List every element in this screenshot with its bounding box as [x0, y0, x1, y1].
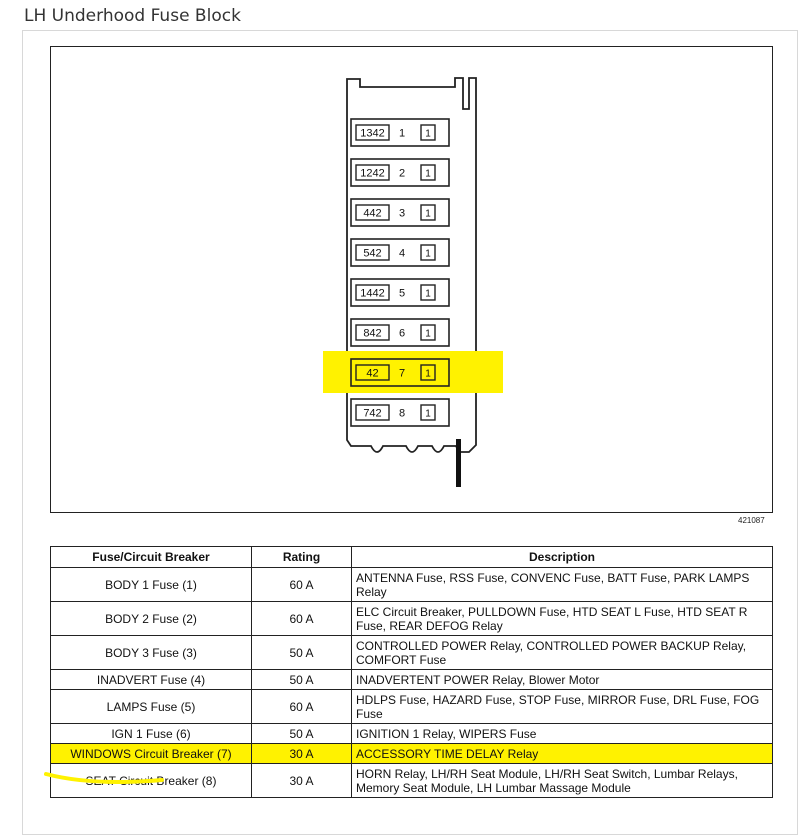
table-row-highlighted	[51, 744, 773, 764]
fuse-slot-2	[351, 159, 449, 186]
highlight-underline-stroke	[42, 770, 182, 790]
figure-id: 421087	[738, 516, 765, 525]
fuse-name-cell: SEAT Circuit Breaker (8)	[51, 764, 252, 798]
description-cell: INADVERTENT POWER Relay, Blower Motor	[352, 670, 773, 690]
rating-cell: 50 A	[252, 724, 352, 744]
fuse-code-label: 742	[363, 407, 382, 420]
fuse-slot-1	[351, 119, 449, 146]
fuse-block-stud	[456, 439, 461, 487]
fuse-tag-label: 1	[425, 408, 431, 420]
fuse-tag-label: 1	[425, 168, 431, 180]
fuse-tag-label: 1	[425, 208, 431, 220]
fuse-name-cell: INADVERT Fuse (4)	[51, 670, 252, 690]
description-cell: IGNITION 1 Relay, WIPERS Fuse	[352, 724, 773, 744]
column-header-rating: Rating	[252, 547, 352, 568]
fuse-slot-3	[351, 199, 449, 226]
fuse-block-diagram	[50, 46, 773, 513]
description-cell: HORN Relay, LH/RH Seat Module, LH/RH Seat Switch, Lumbar Relays, Memory Seat Module, LH Lumbar Massage Module	[352, 764, 773, 798]
fuse-slot-8	[351, 399, 449, 426]
fuse-number-label: 6	[398, 327, 406, 340]
fuse-slot-7	[323, 351, 503, 393]
fuse-tag-label: 1	[425, 128, 431, 140]
column-header-description: Description	[352, 547, 773, 568]
fuse-number-label: 4	[398, 247, 406, 260]
rating-cell: 60 A	[252, 602, 352, 636]
fuse-code-label: 42	[366, 367, 379, 380]
rating-cell: 60 A	[252, 568, 352, 602]
fuse-name-cell: IGN 1 Fuse (6)	[51, 724, 252, 744]
fuse-code-label: 1342	[360, 127, 385, 140]
fuse-code-label: 1242	[360, 167, 385, 180]
rating-cell: 30 A	[252, 744, 352, 764]
description-cell: ELC Circuit Breaker, PULLDOWN Fuse, HTD SEAT L Fuse, HTD SEAT R Fuse, REAR DEFOG Relay	[352, 602, 773, 636]
fuse-slot-5	[351, 279, 449, 306]
fuse-name-cell: BODY 2 Fuse (2)	[51, 602, 252, 636]
rating-cell: 60 A	[252, 690, 352, 724]
fuse-tag-label: 1	[425, 368, 431, 380]
fuse-number-label: 5	[398, 287, 406, 300]
description-cell: ANTENNA Fuse, RSS Fuse, CONVENC Fuse, BATT Fuse, PARK LAMPS Relay	[352, 568, 773, 602]
page-title: LH Underhood Fuse Block	[24, 6, 241, 26]
fuse-slot-6	[351, 319, 449, 346]
description-cell: CONTROLLED POWER Relay, CONTROLLED POWER BACKUP Relay, COMFORT Fuse	[352, 636, 773, 670]
fuse-block-drawing	[51, 47, 772, 512]
fuse-name-cell: BODY 3 Fuse (3)	[51, 636, 252, 670]
fuse-code-label: 1442	[360, 287, 385, 300]
rating-cell: 50 A	[252, 636, 352, 670]
fuse-slot-4	[351, 239, 449, 266]
table-row	[51, 670, 773, 690]
description-cell: ACCESSORY TIME DELAY Relay	[352, 744, 773, 764]
fuse-code-label: 842	[363, 327, 382, 340]
table-row	[51, 724, 773, 744]
table-row	[51, 568, 773, 602]
rating-cell: 50 A	[252, 670, 352, 690]
table-row	[51, 636, 773, 670]
fuse-number-label: 1	[398, 127, 406, 140]
table-row	[51, 690, 773, 724]
fuse-number-label: 8	[398, 407, 406, 420]
fuse-name-cell: WINDOWS Circuit Breaker (7)	[51, 744, 252, 764]
table-header-row	[51, 547, 773, 568]
description-cell: HDLPS Fuse, HAZARD Fuse, STOP Fuse, MIRROR Fuse, DRL Fuse, FOG Fuse	[352, 690, 773, 724]
column-header-fuse: Fuse/Circuit Breaker	[51, 547, 252, 568]
fuse-number-label: 2	[398, 167, 406, 180]
fuse-name-cell: LAMPS Fuse (5)	[51, 690, 252, 724]
fuse-code-label: 542	[363, 247, 382, 260]
fuse-code-label: 442	[363, 207, 382, 220]
fuse-number-label: 7	[398, 367, 406, 380]
table-row	[51, 602, 773, 636]
fuse-tag-label: 1	[425, 288, 431, 300]
fuse-table	[50, 546, 773, 798]
fuse-tag-label: 1	[425, 328, 431, 340]
fuse-tag-label: 1	[425, 248, 431, 260]
fuse-name-cell: BODY 1 Fuse (1)	[51, 568, 252, 602]
fuse-number-label: 3	[398, 207, 406, 220]
rating-cell: 30 A	[252, 764, 352, 798]
